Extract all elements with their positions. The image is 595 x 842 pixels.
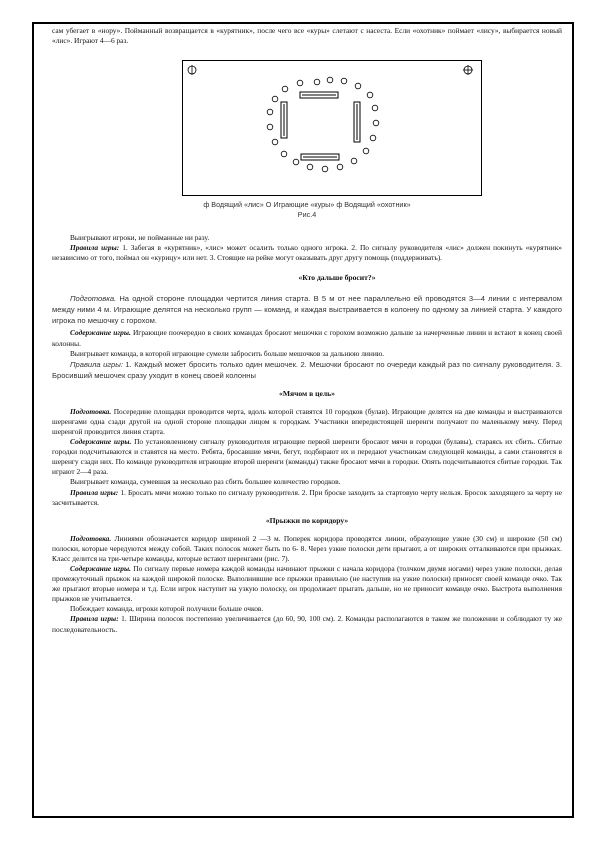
- prep-paragraph: [52, 407, 562, 437]
- paragraph: Выигрывают игроки, не пойманные ни разу.: [70, 233, 210, 243]
- rules-paragraph: [52, 614, 562, 634]
- prep-text: Посередине площадки проводится черта, вдоль которой ставятся 10 городков (булав). Играющие делятся на две команды и выстраиваются шеренгами одна сзади другой на одной стороне площадки лицом к городкам. Участники впередистоящей шеренги получают по маленькому мячу. Перед шеренгой проводится линия старта.: [52, 406, 562, 436]
- rules-text: 1. Каждый может бросить только один мешочек. 2. Мешочки бросают по очереди каждый раз по сигналу руководителя. 3. Бросивший мешочек сразу уходит в конец своей колонны: [52, 359, 562, 380]
- prep-label: Подготовка.: [70, 406, 112, 416]
- rules-label: Правила игры:: [70, 487, 119, 497]
- figure-legend: ф Водящий «лис» О Играющие «куры» ф Водящий «охотник»: [203, 200, 411, 210]
- prep-label: Подготовка.: [70, 294, 117, 304]
- content-label: Содержание игры.: [70, 328, 131, 338]
- content-label: Содержание игры.: [70, 437, 132, 447]
- hunter-icon: [463, 65, 473, 75]
- prep-label: Подготовка.: [70, 533, 112, 543]
- paragraph: Выигрывает команда, в которой играющие сумели забросить больше мешочков за дальнюю линию.: [70, 348, 385, 358]
- rules-paragraph: [52, 359, 562, 381]
- rules-label: Правила игры:: [70, 614, 119, 624]
- figure-4: [52, 54, 562, 210]
- game-diagram: [182, 60, 482, 196]
- rules-label: Правила игры:: [70, 243, 120, 253]
- paragraph: Выигрывает команда, сумевшая за несколько раз сбить большее количество городков.: [70, 477, 341, 487]
- section-title: «Кто дальше бросит?»: [298, 273, 376, 283]
- content-text: По сигналу первые номера каждой команды начинают прыжки с начала коридора (толчком двумя ногами) через узкие полоски, делая промежуточный прыжок на каждой широкой полоске. Выполнившие все прыжки правильно (не наступив на узкие полоски) приносят своей команде очко. Так же прыгают вторые номера и т.д. Если игрок наступит на узкую полоску, он продолжает прыгать дальше, но не приносит команде очко. Быстрота выполнения прыжков не учитывается.: [52, 563, 562, 604]
- rules-paragraph: [52, 488, 562, 508]
- prep-text: Линиями обозначается коридор шириной 2 —3 м. Поперек коридора проводятся линии, образующие узкие (30 см) и широкие (50 см) полоски, которые чередуются между собой. Таких полосок может быть по 6- 8. Через узкие полоски дети прыгают, а от широких отталкиваются при прыжках. Класс делится на три-четыре команды, которые встают шеренгами (рис. 7).: [52, 533, 562, 563]
- content-text: Играющие поочередно в своих командах бросают мешочки с горохом возможно дальше за начерченные линии и встают в конец своей колонны.: [52, 328, 563, 348]
- content-text: По установленному сигналу руководителя играющие первой шеренги бросают мячи в городки (булавы), стараясь их сбить. Сбитые городки подсчитываются и ставятся на место. Ребята, бросавшие мячи, бегут, подбирают их и передают участникам следующей команды, а сами становятся в шеренгу сзади них. По команде руководителя играющие второй шеренги (команды) также бросают мячи в городки. Опять подсчитываются сбитые городки. Так играют 2—4 раза.: [52, 437, 562, 477]
- section-title: «Прыжки по коридору»: [265, 515, 349, 525]
- content-paragraph: [52, 437, 562, 477]
- rules-text: 1. Забегая в «курятник», «лис» может осалить только одного игрока. 2. По сигналу руководителя «лис» должен покинуть «курятник» независимо от того, поймал он «курицу» или нет. 3. Стоящие на рейке могут оказывать друг другу помощь (поддерживать).: [52, 243, 562, 263]
- playground-border: [183, 61, 482, 196]
- paragraph: Побеждает команда, игроки которой получили больше очков.: [70, 604, 264, 614]
- figure-label: Рис.4: [297, 210, 317, 220]
- chicken-coop-benches: [281, 92, 360, 160]
- rules-text: 1. Ширина полосок постепенно увеличивается (до 60, 90, 100 см). 2. Команды располагаются в таком же положении и соблюдают ту же последовательность.: [52, 614, 562, 634]
- content-label: Содержание игры.: [70, 563, 131, 573]
- prep-paragraph: [52, 293, 562, 326]
- section-title: «Мячом в цель»: [279, 388, 335, 398]
- paragraph: сам убегает в «нору». Пойманный возвращается в «курятник», после чего все «куры» слетают с насеста. Если «охотник» поймает «лису», выбирается новый «лис». Играют 4—6 раз.: [52, 26, 562, 46]
- rules-label: Правила игры:: [70, 359, 123, 369]
- rules-text: 1. Бросать мячи можно только по сигналу руководителя. 2. При броске заходить за стартовую черту нельзя. Бросок заходящего за черту не засчитывается.: [52, 487, 562, 507]
- content-paragraph: [52, 328, 562, 348]
- prep-paragraph: [52, 534, 562, 564]
- document-page: [52, 26, 562, 635]
- prep-text: На одной стороне площадки чертится линия старта. В 5 м от нее параллельно ей проводятся 3—4 линии с интервалом между ними 4 м. Играющие делятся на несколько групп — команд, и каждая выстраивается в колонну по одному за линией старта. У каждого игрока по мешочку с горохом.: [52, 294, 562, 326]
- rules-paragraph: [52, 243, 562, 263]
- content-paragraph: [52, 564, 562, 604]
- fox-icon: [188, 65, 196, 75]
